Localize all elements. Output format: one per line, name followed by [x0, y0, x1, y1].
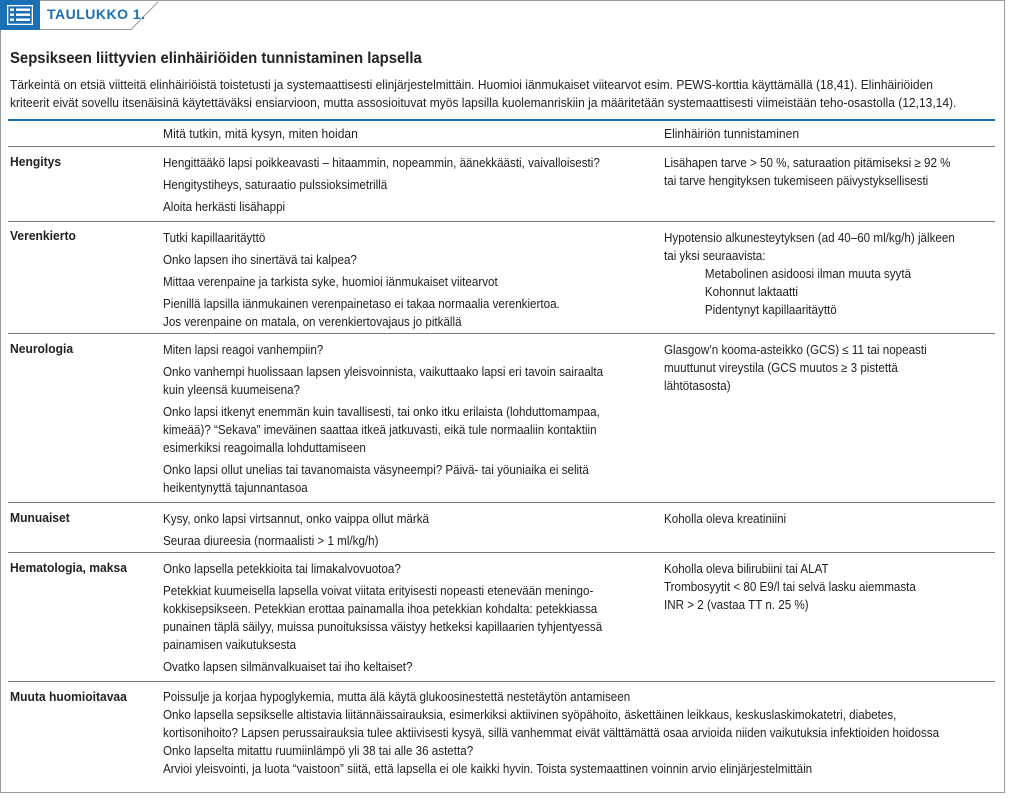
table-list-icon: [7, 5, 33, 25]
row-divider: [8, 681, 995, 682]
paragraph: Onko lapsi itkenyt enemmän kuin tavallisesti, tai onko itku erilaista (lohduttomampaa, kimeää)? “Sekava” imeväinen saattaa itkeä jatkuvasti, eikä tule normaaliin kontaktiin esimerkiksi reagoimalla lohduttamiseen: [163, 405, 600, 455]
column-header-recognition: Elinhäiriön tunnistaminen: [664, 126, 800, 141]
table-title: Sepsikseen liittyvien elinhäiriöiden tunnistaminen lapsella: [10, 50, 422, 67]
paragraph: Onko lapsella petekkioita tai limakalvovuotoa?: [163, 562, 401, 576]
paragraph: Ovatko lapsen silmänvalkuaiset tai iho keltaiset?: [163, 660, 413, 674]
row-muuta-actions: [163, 688, 981, 778]
intro-line: Tärkeintä on etsiä viitteitä elinhäiriöistä toistetusti ja systemaattisesti elinjärjestelmittäin. Huomioi iänmukaiset viitearvot esim. PEWS-korttia käyttämällä (18,41). Elinhäiriöiden: [10, 77, 933, 92]
row-verenkierto-actions: [163, 229, 647, 335]
row-hengitys-criteria: Lisähapen tarve > 50 %, saturaation pitämiseksi ≥ 92 % tai tarve hengityksen tukemiseen päivystyksellisesti: [664, 156, 951, 188]
paragraph: Onko vanhempi huolissaan lapsen yleisvoinnista, vaikuttaako lapsi eri tavoin sairaalta kuin yleensä kuumeisena?: [163, 365, 604, 397]
paragraph: Aloita herkästi lisähappi: [163, 200, 286, 214]
row-label-muuta: Muuta huomioitavaa: [10, 689, 127, 704]
row-hematologia-actions: [163, 560, 647, 680]
paragraph: Seuraa diureesia (normaalisti > 1 ml/kg/h): [163, 534, 379, 548]
row-hengitys-actions: [163, 154, 647, 220]
paragraph: Hengittääkö lapsi poikkeavasti – hitaammin, nopeammin, äänekkäästi, vaivalloisesti?: [163, 156, 600, 170]
row-divider: [8, 502, 995, 503]
row-divider: [8, 146, 995, 147]
paragraph: Onko lapsen iho sinertävä tai kalpea?: [163, 253, 357, 267]
row-neurologia-criteria: Glasgow’n kooma-asteikko (GCS) ≤ 11 tai nopeasti muuttunut vireystila (GCS muutos ≥ 3 pistettä lähtötasosta): [664, 343, 927, 393]
paragraph: Poissulje ja korjaa hypoglykemia, mutta älä käytä glukoosinestettä nestetäytön antamiseen: [163, 690, 631, 704]
paragraph: Onko lapsella sepsikselle altistavia liitännäissairauksia, esimerkiksi aktiivinen syöpähoito, äskettäinen leikkaus, keskuslaskimokatetri, diabetes, kortisonihoito? Lapsen perussairauksia tulee aktiivisesti kysyä, sillä vanhemmat eivät välttämättä osaa arvioida niiden vaikutuksia infektioiden hoidossa: [163, 708, 940, 740]
paragraph: Pienillä lapsilla iänmukainen verenpainetaso ei takaa normaalia verenkiertoa.: [163, 297, 560, 311]
tag-label: TAULUKKO 1.: [47, 6, 146, 22]
row-label-munuaiset: Munuaiset: [10, 510, 70, 525]
paragraph: Jos verenpaine on matala, on verenkiertovajaus jo pitkällä: [163, 315, 462, 329]
column-header-actions: Mitä tutkin, mitä kysyn, miten hoidan: [163, 126, 358, 141]
row-verenkierto-criteria: Hypotensio alkunesteytyksen (ad 40–60 ml/kg/h) jälkeen tai yksi seuraavista: Metabolinen asidoosi ilman muuta syytä Kohonnut laktaatti Pidentynyt kapillaaritäyttö: [664, 231, 955, 317]
paragraph: Miten lapsi reagoi vanhempiin?: [163, 343, 324, 357]
paragraph: Onko lapselta mitattu ruumiinlämpö yli 38 tai alle 36 astetta?: [163, 744, 474, 758]
row-label-hematologia: Hematologia, maksa: [10, 560, 127, 575]
tag-icon-box: [0, 0, 40, 30]
row-hematologia-criteria: Koholla oleva bilirubiini tai ALAT Trombosyytit < 80 E9/l tai selvä lasku aiemmasta INR > 2 (vastaa TT n. 25 %): [664, 562, 916, 612]
row-label-hengitys: Hengitys: [10, 154, 62, 169]
paragraph: Tutki kapillaaritäyttö: [163, 231, 266, 245]
intro-line: kriteerit eivät sovellu itsenäisinä käytettäväksi ensiarvioon, mutta assosioituvat myös lapsilla kuolemanriskiin ja määritetään systemaattisesti viimeistään teho-osastolla (12,13,14).: [10, 95, 957, 110]
paragraph: Onko lapsi ollut unelias tai tavanomaista väsyneempi? Päivä- tai yöuniaika ei selitä heikentynyttä tajunnantasoa: [163, 463, 589, 495]
row-munuaiset-actions: [163, 510, 647, 554]
row-divider: [8, 221, 995, 222]
paragraph: Mittaa verenpaine ja tarkista syke, huomioi iänmukaiset viitearvot: [163, 275, 498, 289]
table-tag: [0, 0, 158, 30]
paragraph: Petekkiat kuumeisella lapsella voivat viitata erityisesti nopeasti etenevään meningo- kokkisepsikseen. Petekkian erottaa painamalla ihoa petekkian kohdalta: petekkiassa punainen täplä säilyy, muissa punoituksissa väistyy hetkeksi kapillaarien tyhjentyessä painamisen vaikutuksesta: [163, 584, 603, 652]
row-label-verenkierto: Verenkierto: [10, 228, 76, 243]
row-neurologia-actions: [163, 341, 647, 501]
row-label-neurologia: Neurologia: [10, 341, 74, 356]
paragraph: Arvioi yleisvointi, ja luota “vaistoon” siitä, että lapsella ei ole kaikki hyvin. Toista systemaattinen voinnin arvio elinjärjestelmittäin: [163, 762, 813, 776]
paragraph: Hengitystiheys, saturaatio pulssioksimetrillä: [163, 178, 388, 192]
row-munuaiset-criteria: Koholla oleva kreatiniini: [664, 512, 787, 526]
header-top-rule: [8, 119, 995, 121]
paragraph: Kysy, onko lapsi virtsannut, onko vaippa ollut märkä: [163, 512, 430, 526]
table-intro: [10, 76, 991, 112]
